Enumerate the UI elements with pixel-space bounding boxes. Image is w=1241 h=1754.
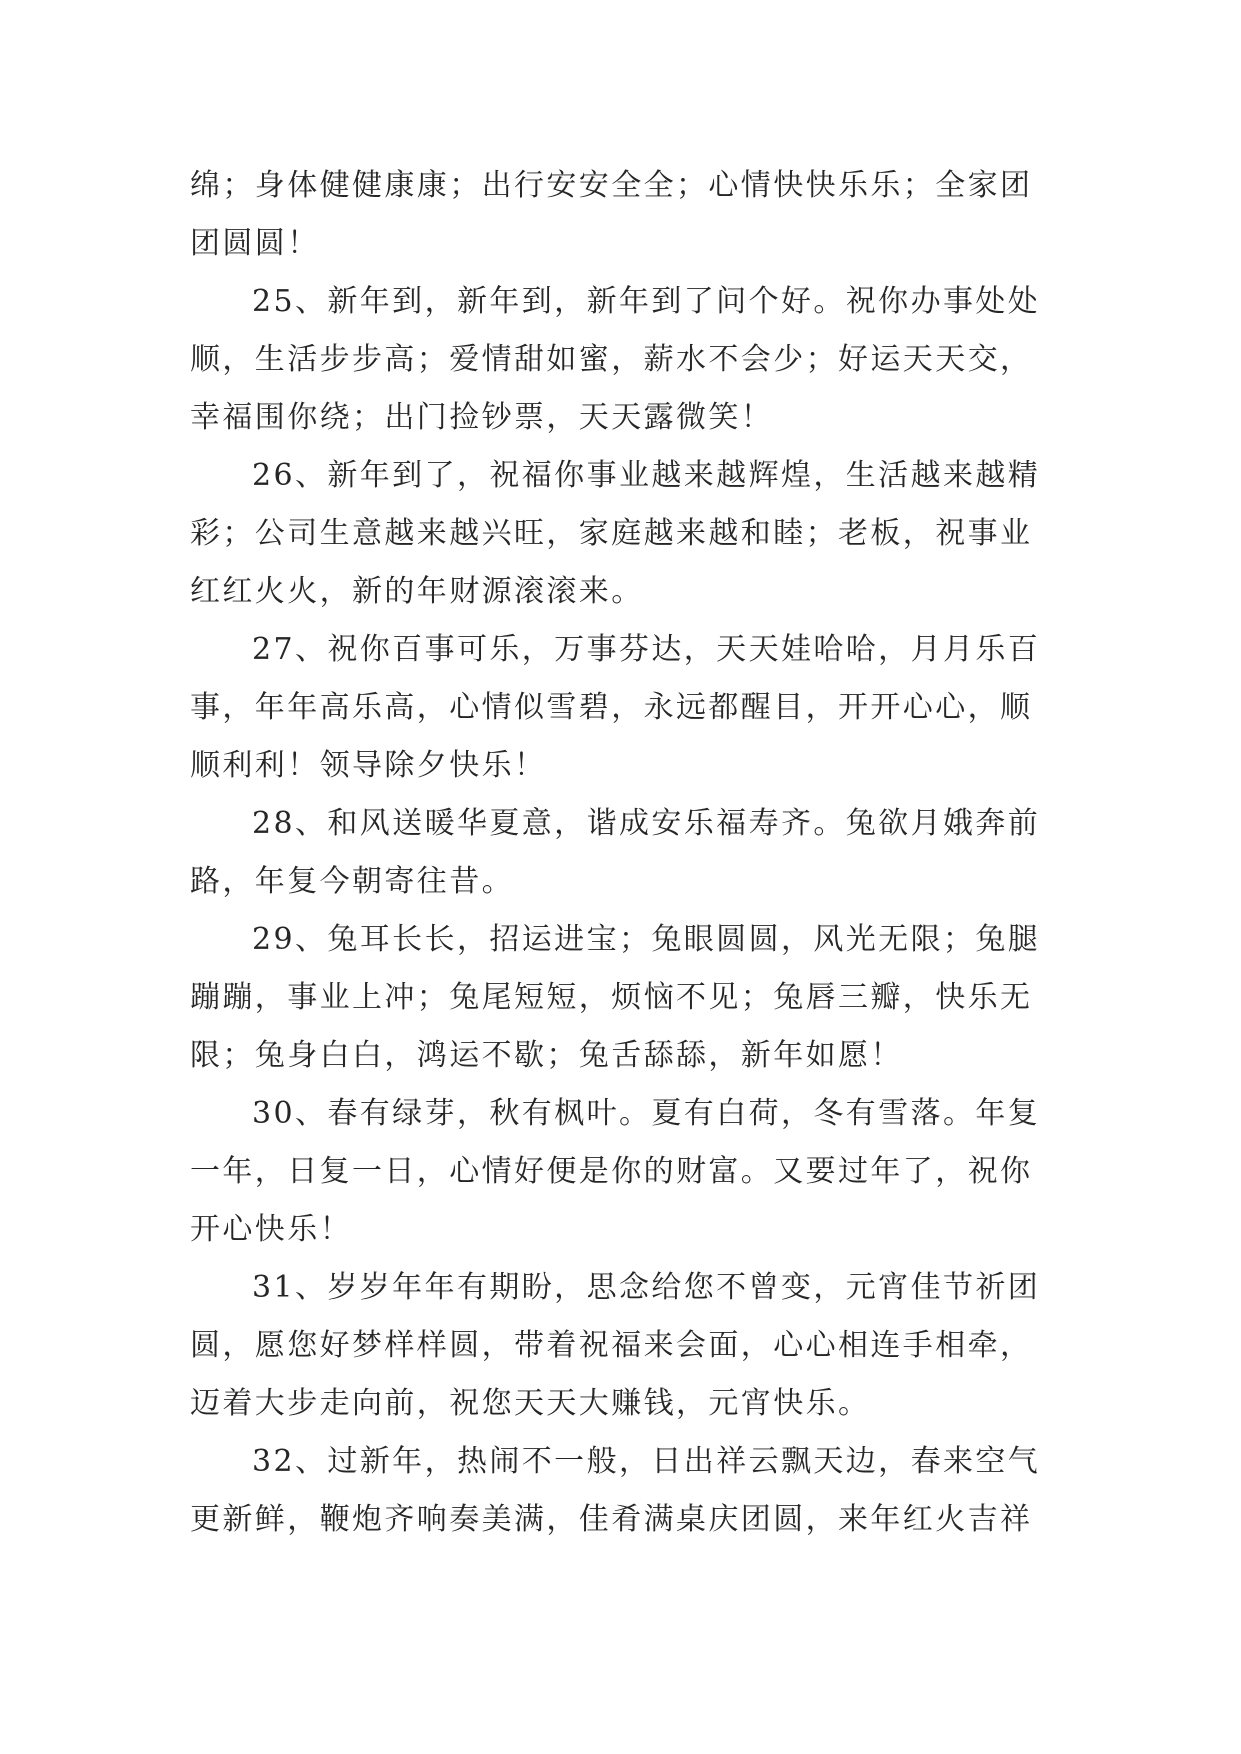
paragraph-continuation: 绵；身体健健康康；出行安安全全；心情快快乐乐；全家团团圆圆！ <box>190 168 1033 261</box>
paragraph-29: 29、兔耳长长，招运进宝；兔眼圆圆，风光无限；兔腿蹦蹦，事业上冲；兔尾短短，烦恼不见；兔唇三瓣，快乐无限；兔身白白，鸿运不歇；兔舌舔舔，新年如愿！ <box>190 922 1041 1073</box>
paragraph-27: 27、祝你百事可乐，万事芬达，天天娃哈哈，月月乐百事，年年高乐高，心情似雪碧，永远都醒目，开开心心，顺顺利利！领导除夕快乐！ <box>190 632 1041 783</box>
paragraph-30: 30、春有绿芽，秋有枫叶。夏有白荷，冬有雪落。年复一年，日复一日，心情好便是你的财富。又要过年了，祝你开心快乐！ <box>190 1096 1041 1247</box>
paragraph-26: 26、新年到了，祝福你事业越来越辉煌，生活越来越精彩；公司生意越来越兴旺，家庭越来越和睦；老板，祝事业红红火火，新的年财源滚滚来。 <box>190 458 1041 609</box>
paragraph-25: 25、新年到，新年到，新年到了问个好。祝你办事处处顺，生活步步高；爱情甜如蜜，薪水不会少；好运天天交，幸福围你绕；出门捡钞票，天天露微笑！ <box>190 284 1041 435</box>
paragraph-28: 28、和风送暖华夏意，谐成安乐福寿齐。兔欲月娥奔前路，年复今朝寄往昔。 <box>190 806 1041 899</box>
paragraph-32: 32、过新年，热闹不一般，日出祥云飘天边，春来空气更新鲜，鞭炮齐响奏美满，佳肴满桌庆团圆，来年红火吉祥 <box>190 1444 1041 1537</box>
body-text <box>190 157 1052 1549</box>
paragraph-31: 31、岁岁年年有期盼，思念给您不曾变，元宵佳节祈团圆，愿您好梦样样圆，带着祝福来会面，心心相连手相牵，迈着大步走向前，祝您天天大赚钱，元宵快乐。 <box>190 1270 1041 1421</box>
